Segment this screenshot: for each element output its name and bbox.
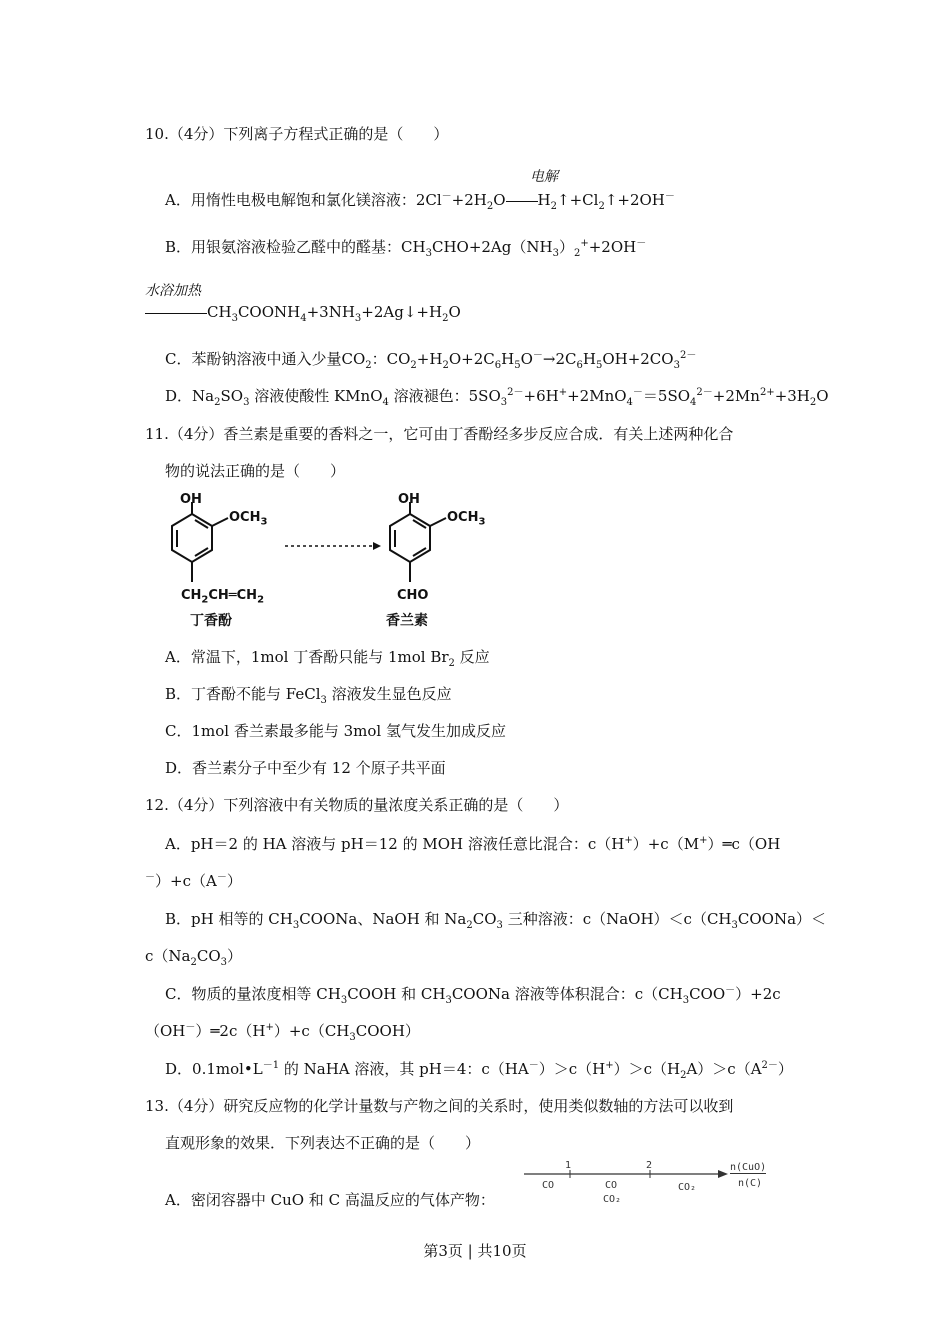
q10-option-c: C．苯酚钠溶液中通入少量$CO_2$：$CO_2+H_2O+2C_6H_5O^-\to 2C_6H_5OH+2CO_3^{2-}$	[165, 350, 697, 371]
q12-option-a-cont: －）+c（A－）	[145, 872, 242, 890]
axis-seg-co2-mix: CO₂	[603, 1194, 622, 1205]
vanillin-och3: $OCH_3$	[447, 510, 486, 528]
q10-option-a: A．用惰性电极电解饱和氯化镁溶液：$2Cl^-+2H_2O$ $H_2↑+Cl_2↑+2OH^-$	[165, 191, 675, 212]
q10-option-b-cont: $CH_3COONH_4+3NH_3+2Ag↓+H_2O$	[145, 302, 461, 322]
q12-option-b: B．pH 相等的 $CH_3COONa$、NaOH 和 $Na_2CO_3$ 三种溶液：$c(NaOH)<c(CH_3COONa)<$	[165, 910, 827, 931]
q12-option-c: C．物质的量浓度相等 $CH_3COOH$ 和 $CH_3COONa$ 溶液等体积混合：$c(CH_3COO^-)+2c$	[165, 985, 781, 1006]
q10-option-d: D．$Na_2SO_3$ 溶液使酸性 KMnO$_4$ 溶液褪色：$5SO_3^{2-}+6H^++2MnO_4^-=5SO_4^{2-}+2Mn^{2+}+3H_2O$	[165, 387, 829, 408]
q10-option-b: B．用银氨溶液检验乙醛中的醛基：$CH_3CHO+2Ag(NH_3)_2^++2OH^-$	[165, 238, 647, 259]
axis-seg-co-mix: CO	[605, 1180, 618, 1191]
q12-option-a: A．pH＝2 的 HA 溶液与 pH＝12 的 MOH 溶液任意比混合：c（H+）+c（M+）═c（OH	[165, 835, 781, 853]
q10-a-condition: 电解	[530, 169, 558, 185]
q11-stem-line2: 物的说法正确的是（ ）	[165, 462, 346, 480]
page-footer: 第3页 | 共10页	[423, 1242, 527, 1260]
eugenol-oh: OH	[180, 492, 202, 507]
q12-stem: 12.（4分）下列溶液中有关物质的量浓度关系正确的是（ ）	[145, 796, 569, 814]
q10-stem: 10.（4分）下列离子方程式正确的是（ ）	[145, 125, 449, 143]
q11-option-d: D．香兰素分子中至少有 12 个原子共平面	[165, 759, 446, 777]
vanillin-cho: CHO	[397, 588, 429, 603]
eugenol-name: 丁香酚	[190, 613, 232, 629]
q13-stem-line2: 直观形象的效果．下列表达不正确的是（ ）	[165, 1134, 481, 1152]
q13-option-a: A．密闭容器中 CuO 和 C 高温反应的气体产物：	[165, 1191, 495, 1209]
axis-label-denominator: n(C)	[738, 1178, 763, 1189]
axis-seg-co2: CO₂	[678, 1182, 697, 1193]
q11-option-c: C．1mol 香兰素最多能与 3mol 氢气发生加成反应	[165, 722, 506, 740]
q11-option-a: A．常温下，1mol 丁香酚只能与 1mol $Br_2$ 反应	[165, 648, 490, 669]
q12-option-c-cont: $(OH^-)═2c(H^+)+c(CH_3COOH)$	[145, 1022, 420, 1043]
vanillin-name: 香兰素	[386, 613, 428, 629]
q11-option-b: B．丁香酚不能与 FeCl$_3$ 溶液发生显色反应	[165, 685, 452, 706]
q11-stem-line1: 11.（4分）香兰素是重要的香料之一，它可由丁香酚经多步反应合成．有关上述两种化合	[145, 425, 734, 443]
q12-option-b-cont: $c(Na_2CO_3)$	[145, 947, 243, 968]
axis-label-numerator: n(CuO)	[730, 1162, 767, 1173]
eugenol-chain: $CH_2CH═CH_2$	[181, 588, 265, 606]
q13-stem-line1: 13.（4分）研究反应物的化学计量数与产物之间的关系时，使用类似数轴的方法可以收到	[145, 1097, 734, 1115]
q10-b-condition: 水浴加热	[145, 283, 201, 299]
axis-tick-1: 1	[565, 1160, 572, 1171]
axis-seg-co: CO	[542, 1180, 555, 1191]
vanillin-oh: OH	[398, 492, 420, 507]
q12-option-d: D．$0.1mol•L^{-1}$ 的 NaHA 溶液，其 pH＝4：$c(HA^-)>c(H^+)>c(H_2A)>c(A^{2-})$	[165, 1060, 793, 1081]
axis-tick-2: 2	[646, 1160, 653, 1171]
eugenol-och3: $OCH_3$	[229, 510, 268, 528]
